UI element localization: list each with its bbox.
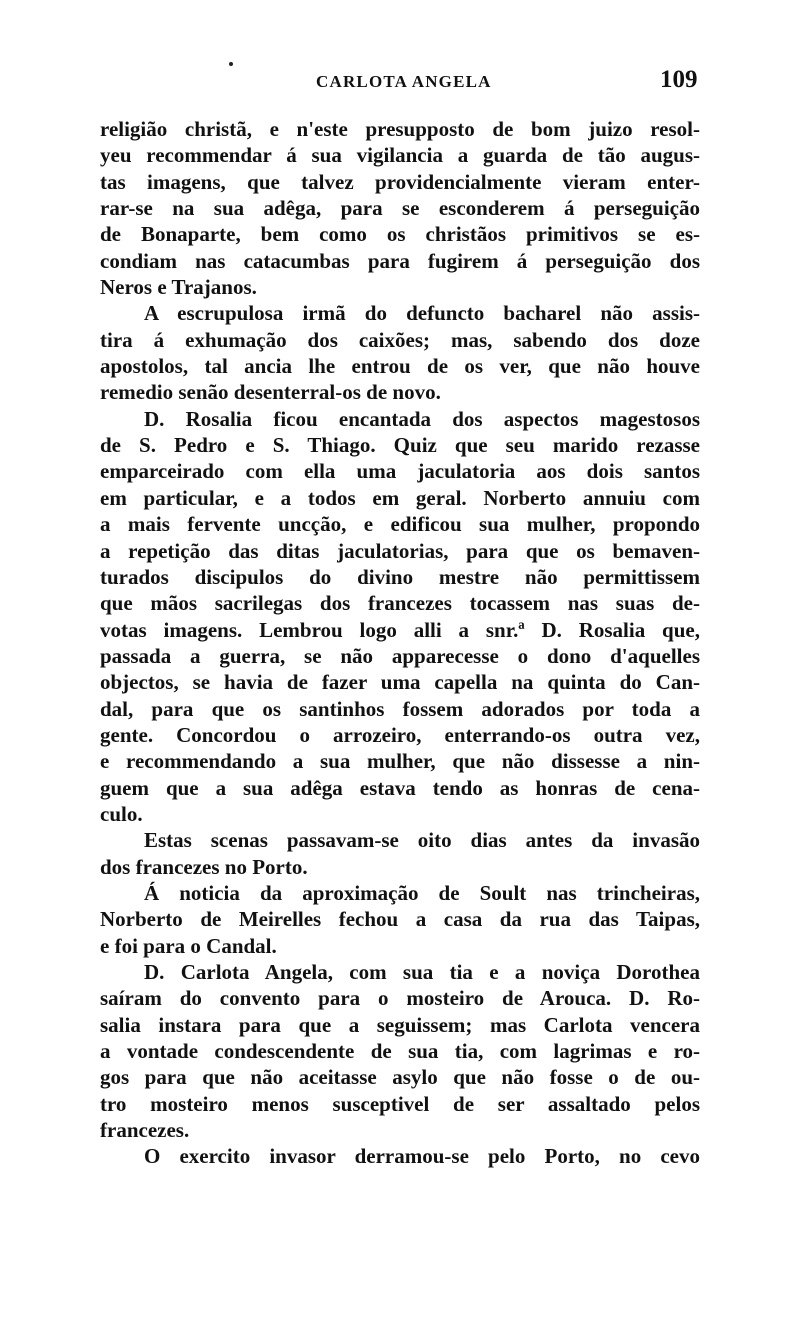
text-line: remedio senão desenterral-os de novo. <box>100 380 441 405</box>
text-line: tas imagens, que talvez providencialmente vieram enter- <box>100 169 700 194</box>
text-line: Estas scenas passavam-se oito dias antes da invasão <box>144 828 700 853</box>
body-text <box>100 116 700 1170</box>
text-line: tira á exhumação dos caixões; mas, sabendo dos doze <box>100 327 700 352</box>
text-line: D. Carlota Angela, com sua tia e a noviça Dorothea <box>144 960 700 984</box>
print-speck <box>229 62 233 66</box>
text-line: dos francezes no Porto. <box>100 854 308 879</box>
text-line: dal, para que os santinhos fossem adorados por toda a <box>100 696 700 721</box>
text-line: em particular, e a todos em geral. Norberto annuiu com <box>100 485 700 510</box>
page-number: 109 <box>660 66 698 93</box>
text-line: rar-se na sua adêga, para se esconderem á perseguição <box>100 196 700 221</box>
text-line: passada a guerra, se não apparecesse o dono d'aquelles <box>100 643 700 668</box>
text-line: gente. Concordou o arrozeiro, enterrando-os outra vez, <box>100 722 700 747</box>
text-line: e recommendando a sua mulher, que não dissesse a nin- <box>100 749 700 774</box>
text-line: O exercito invasor derramou-se pelo Porto, no cevo <box>144 1144 700 1169</box>
text-line: de Bonaparte, bem como os christãos primitivos se es- <box>100 222 700 247</box>
text-line: D. Rosalia ficou encantada dos aspectos magestosos <box>144 406 700 431</box>
running-header <box>0 66 800 102</box>
text-line: yeu recommendar á sua vigilancia a guarda de tão augus- <box>100 143 700 168</box>
text-line: a mais fervente uncção, e edificou sua mulher, propondo <box>100 512 700 537</box>
text-line: A escrupulosa irmã do defuncto bacharel não assis- <box>144 301 700 326</box>
running-title: CARLOTA ANGELA <box>316 72 492 91</box>
text-line: culo. <box>100 801 143 826</box>
text-line: Neros e Trajanos. <box>100 275 257 300</box>
text-line: guem que a sua adêga estava tendo as honras de cena- <box>100 775 700 800</box>
text-line: votas imagens. Lembrou logo alli a snr.ª D. Rosalia que, <box>100 617 700 642</box>
text-line: Norberto de Meirelles fechou a casa da rua das Taipas, <box>100 907 700 932</box>
text-line: de S. Pedro e S. Thiago. Quiz que seu marido rezasse <box>100 433 700 458</box>
text-line: condiam nas catacumbas para fugirem á perseguição dos <box>100 248 700 273</box>
text-line: e foi para o Candal. <box>100 933 277 958</box>
text-line: salia instara para que a seguissem; mas Carlota vencera <box>100 1012 700 1037</box>
text-line: tro mosteiro menos susceptivel de ser assaltado pelos <box>100 1091 700 1116</box>
text-line: a repetição das ditas jaculatorias, para que os bemaven- <box>100 538 700 563</box>
text-line: que mãos sacrilegas dos francezes tocassem nas suas de- <box>100 591 700 616</box>
text-line: gos para que não aceitasse asylo que não fosse o de ou- <box>100 1065 700 1090</box>
text-line: objectos, se havia de fazer uma capella na quinta do Can- <box>100 670 700 695</box>
text-line: Á noticia da aproximação de Soult nas trincheiras, <box>144 880 700 905</box>
text-line: religião christã, e n'este presupposto de bom juizo resol- <box>100 117 700 141</box>
text-line: apostolos, tal ancia lhe entrou de os ver, que não houve <box>100 354 700 379</box>
text-line: a vontade condescendente de sua tia, com lagrimas e ro- <box>100 1039 700 1064</box>
text-line: francezes. <box>100 1118 190 1143</box>
text-line: turados discipulos do divino mestre não permittissem <box>100 564 700 589</box>
text-line: saíram do convento para o mosteiro de Arouca. D. Ro- <box>100 986 700 1011</box>
text-line: emparceirado com ella uma jaculatoria aos dois santos <box>100 459 700 484</box>
